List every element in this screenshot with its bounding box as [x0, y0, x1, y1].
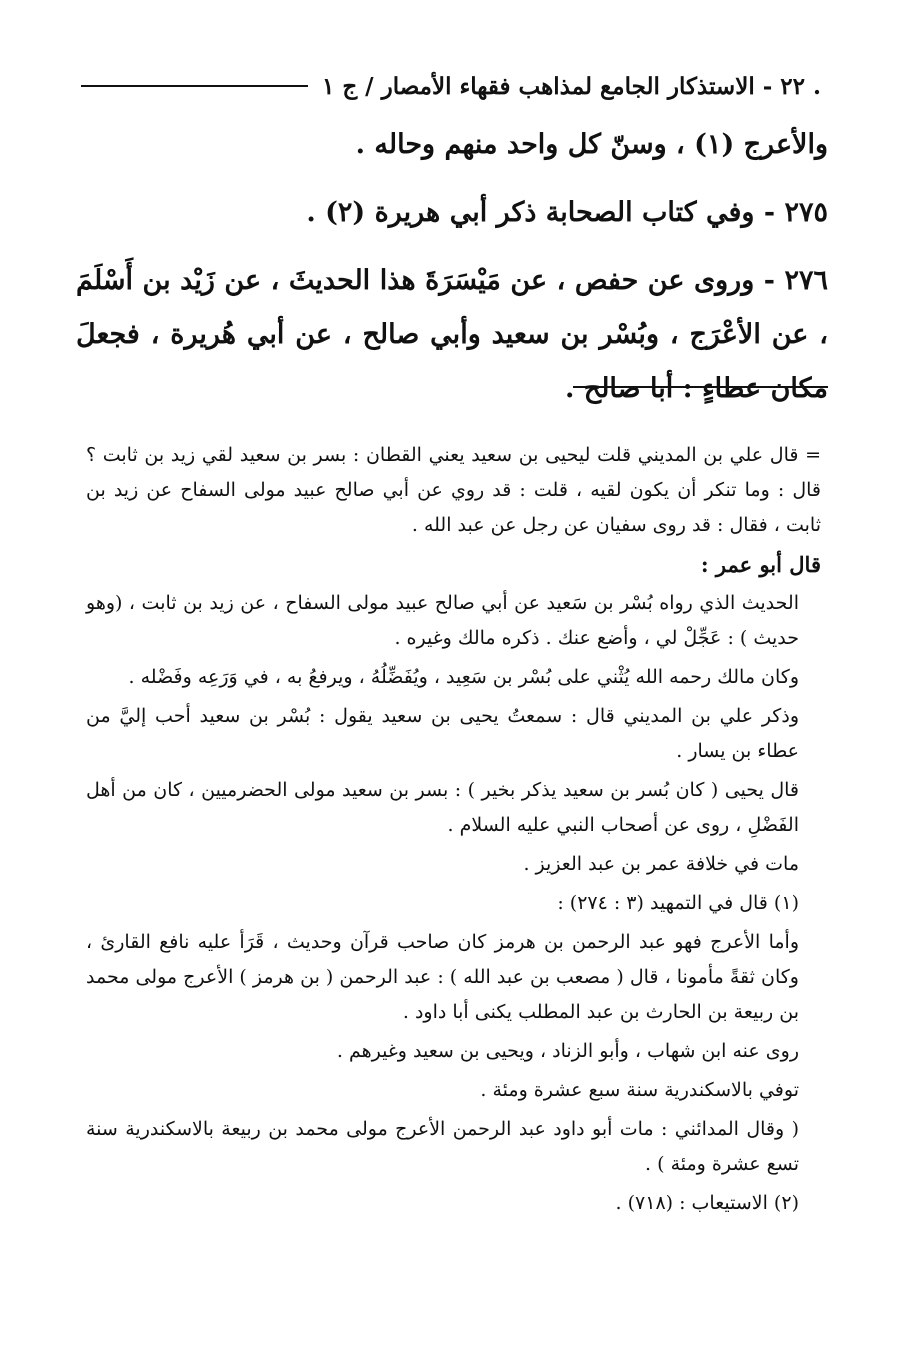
- footnote-line: الحديث الذي رواه بُسْر بن سَعيد عن أبي صالح عبيد مولى السفاح ، عن زيد بن ثابت ، (وهو حديث ) : عَجِّلْ لي ، وأضع عنك . ذكره مالك وغيره .: [86, 592, 799, 649]
- running-head: [81, 66, 821, 106]
- paragraph: والأعرج (١) ، وسنّ كل واحد منهم وحاله .: [355, 129, 828, 160]
- footnote-line: وكان مالك رحمه الله يُثْني على بُسْر بن سَعِيد ، ويُفَضِّلُهُ ، ويرفعُ به ، في وَرَعِه وفَضْله .: [128, 666, 799, 688]
- footnotes: [86, 438, 821, 1225]
- footnote-line: = قال علي بن المديني قلت ليحيى بن سعيد يعني القطان : بسر بن سعيد لقي زيد بن ثابت ؟ قال : وما تنكر أن يكون لقيه ، قلت : قد روي عن أبي صالح عبيد مولى السفاح عن زيد بن ثابت ، فقال : قد روى سفيان عن رجل عن عبد الله .: [86, 444, 821, 536]
- footnote-separator: [573, 386, 828, 388]
- paragraph-276: ٢٧٦ - وروى عن حفص ، عن مَيْسَرَةَ هذا الحديثَ ، عن زَيْد بن أَسْلَمَ ، عن الأعْرَج ، وبُسْر بن سعيد وأبي صالح ، عن أبي هُريرة ، فجعلَ مكان عطاءٍ : أبا صالح .: [76, 265, 828, 404]
- footnote-line: وأما الأعرج فهو عبد الرحمن بن هرمز كان صاحب قرآن وحديث ، قَرَأ عليه نافع القارئ ، وكان ثقةً مأمونا ، قال ( مصعب بن عبد الله ) : عبد الرحمن ( بن هرمز ) الأعرج مولى محمد بن ربيعة بن الحارث بن عبد المطلب يكنى أبا داود .: [86, 931, 799, 1023]
- header-rule: [81, 85, 308, 87]
- main-text: [76, 118, 828, 430]
- footnote-line: روى عنه ابن شهاب ، وأبو الزناد ، ويحيى بن سعيد وغيرهم .: [336, 1040, 799, 1062]
- running-head-text: . ٢٢ - الاستذكار الجامع لمذاهب فقهاء الأمصار / ج ١: [321, 72, 821, 100]
- paragraph-275: ٢٧٥ - وفي كتاب الصحابة ذكر أبي هريرة (٢) .: [306, 197, 828, 228]
- footnote-heading: قال أبو عمر :: [700, 552, 821, 577]
- footnote-2: (٢) الاستيعاب : (٧١٨) .: [615, 1192, 799, 1214]
- footnote-line: مات في خلافة عمر بن عبد العزيز .: [523, 853, 799, 875]
- footnote-line: وذكر علي بن المديني قال : سمعتُ يحيى بن سعيد يقول : بُسْر بن سعيد أحب إليَّ من عطاء بن يسار .: [86, 705, 799, 762]
- footnote-1: (١) قال في التمهيد (٣ : ٢٧٤) :: [557, 892, 799, 914]
- footnote-line: قال يحيى ( كان بُسر بن سعيد يذكر بخير ) : بسر بن سعيد مولى الحضرميين ، كان من أهل الفَضْلِ ، روى عن أصحاب النبي عليه السلام .: [86, 779, 799, 836]
- footnote-line: ( وقال المدائني : مات أبو داود عبد الرحمن الأعرج مولى محمد بن ربيعة بالاسكندرية سنة تسع عشرة ومئة ) .: [86, 1118, 799, 1175]
- footnote-line: توفي بالاسكندرية سنة سبع عشرة ومئة .: [480, 1079, 799, 1101]
